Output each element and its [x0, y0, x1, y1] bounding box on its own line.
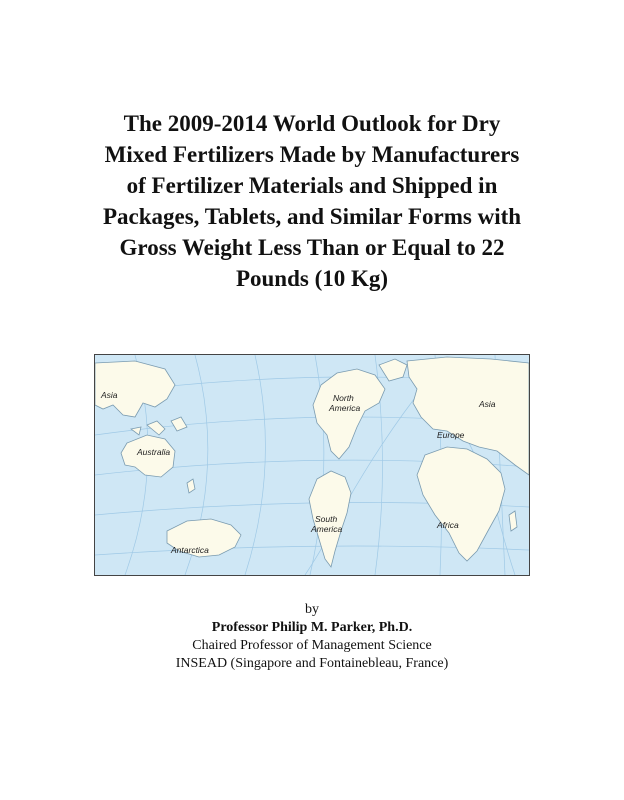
world-map — [94, 354, 530, 576]
label-africa: Africa — [437, 520, 459, 530]
book-title — [40, 108, 584, 294]
label-asia-east: Asia — [479, 399, 496, 409]
label-asia-west: Asia — [101, 390, 118, 400]
label-australia: Australia — [137, 447, 171, 457]
label-north-america-line2: America — [329, 403, 361, 413]
byline — [40, 601, 584, 673]
label-north-america-line1: North — [333, 393, 354, 403]
title-line-6: Pounds (10 Kg) — [235, 266, 389, 291]
by-text: by — [305, 602, 319, 617]
author-position: Chaired Professor of Management Science — [192, 638, 432, 653]
title-line-1: The 2009-2014 World Outlook for Dry — [123, 111, 501, 136]
title-line-2: Mixed Fertilizers Made by Manufacturers — [104, 142, 520, 167]
author-name: Professor Philip M. Parker, Ph.D. — [211, 620, 413, 635]
title-line-5: Gross Weight Less Than or Equal to 22 — [119, 235, 505, 260]
label-europe: Europe — [437, 430, 465, 440]
world-map-graphic — [95, 355, 529, 575]
title-line-3: of Fertilizer Materials and Shipped in — [126, 173, 498, 198]
label-south-america-line1: South — [315, 514, 338, 524]
author-institution: INSEAD (Singapore and Fontainebleau, France) — [175, 656, 449, 671]
label-antarctica: Antarctica — [171, 545, 209, 555]
label-south-america-line2: America — [311, 524, 343, 534]
title-line-4: Packages, Tablets, and Similar Forms with — [102, 204, 522, 229]
